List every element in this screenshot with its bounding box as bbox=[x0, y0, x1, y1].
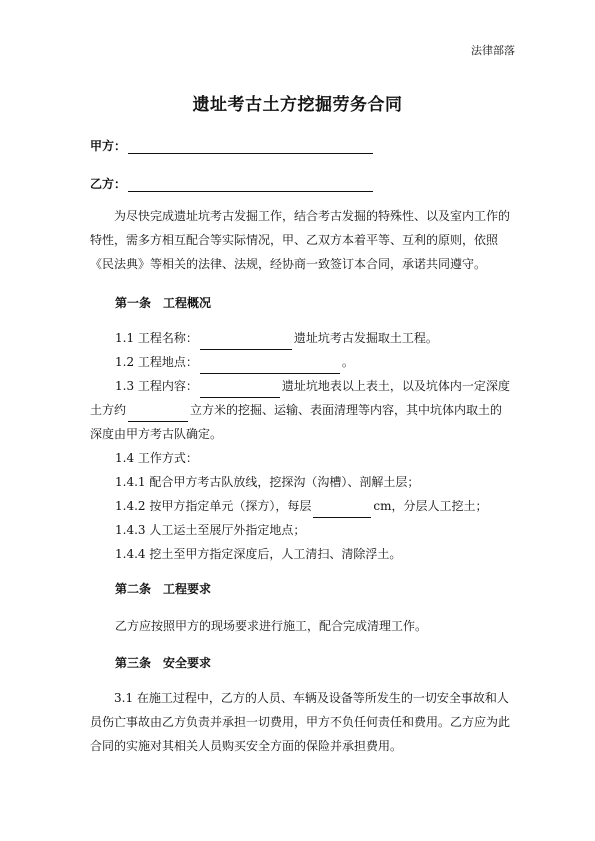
item-1-3-line2-prefix: 土方约 bbox=[90, 403, 127, 417]
intro-paragraph: 为尽快完成遗址坑考古发掘工作，结合考古发掘的特殊性、以及室内工作的特性，需多方相互配合等实际情况，甲、乙双方本着平等、互利的原则，依照《民法典》等相关的法律、法规，经协商一致签订本合同，承诺共同遵守。 bbox=[90, 209, 511, 271]
party-b-label: 乙方： bbox=[90, 177, 127, 191]
item-1-3-suffix: 遗址坑地表以上表土，以及坑体内一定深度 bbox=[281, 379, 510, 393]
item-1-4-2-blank bbox=[313, 504, 371, 518]
article-1-number: 第一条 bbox=[115, 296, 152, 310]
article-3-body: 3.1 在施工过程中，乙方的人员、车辆及设备等所发生的一切安全事故和人员伤亡事故由乙方负责并承担一切费用，甲方不负任何责任和费用。乙方应为此合同的实施对其相关人员购买安全方面的保险并承担费用。 bbox=[90, 691, 511, 753]
item-1-4-2-prefix: 1.4.2 按甲方指定单元（探方），每层 bbox=[115, 499, 312, 513]
item-1-4-2-suffix: cm，分层人工挖土； bbox=[373, 499, 488, 513]
item-1-1-suffix: 遗址坑考古发掘取土工程。 bbox=[293, 331, 438, 345]
item-1-3-blank bbox=[200, 384, 280, 398]
article-2-body: 乙方应按照甲方的现场要求进行施工，配合完成清理工作。 bbox=[115, 619, 428, 633]
item-1-3-volume-blank bbox=[128, 408, 188, 422]
party-a-label: 甲方： bbox=[90, 139, 127, 153]
article-3-number: 第三条 bbox=[115, 656, 152, 670]
party-a-row bbox=[90, 137, 373, 154]
item-1-2-blank bbox=[200, 360, 340, 374]
party-b-blank bbox=[128, 179, 373, 192]
article-2-number: 第二条 bbox=[115, 582, 152, 596]
item-1-2 bbox=[115, 350, 354, 374]
item-1-4-1: 1.4.1 配合甲方考古队放线，挖探沟（沟槽）、剖解土层； bbox=[115, 475, 420, 489]
item-1-1-blank bbox=[200, 336, 292, 350]
item-1-1-prefix: 1.1 工程名称： bbox=[115, 331, 198, 345]
item-1-3-line2-suffix: 立方米的挖掘、运输、表面清理等内容，其中坑体内取土的 bbox=[190, 403, 503, 417]
article-2-heading bbox=[115, 580, 211, 597]
party-a-blank bbox=[128, 141, 373, 154]
item-1-4-4: 1.4.4 挖土至甲方指定深度后，人工清扫、清除浮土。 bbox=[115, 547, 402, 561]
item-1-3 bbox=[115, 374, 510, 398]
article-1-title: 工程概况 bbox=[163, 296, 212, 310]
item-1-3-prefix: 1.3 工程内容： bbox=[115, 379, 198, 393]
item-1-2-prefix: 1.2 工程地点： bbox=[115, 355, 198, 369]
item-1-4-2 bbox=[115, 494, 487, 518]
article-1-heading bbox=[115, 294, 211, 311]
item-1-3-line2 bbox=[90, 398, 510, 422]
item-1-4-3: 1.4.3 人工运土至展厅外指定地点； bbox=[115, 523, 306, 537]
party-b-row bbox=[90, 175, 373, 192]
document-title: 遗址考古土方挖掘劳务合同 bbox=[192, 95, 403, 115]
header-source-label: 法律部落 bbox=[471, 44, 515, 57]
article-3-title: 安全要求 bbox=[163, 656, 212, 670]
item-1-4: 1.4 工作方式： bbox=[115, 451, 198, 465]
item-1-3-line3: 深度由甲方考古队确定。 bbox=[90, 427, 223, 441]
item-1-2-suffix: 。 bbox=[341, 355, 354, 369]
item-1-1 bbox=[115, 326, 438, 350]
article-2-title: 工程要求 bbox=[163, 582, 212, 596]
article-3-heading bbox=[115, 654, 211, 671]
